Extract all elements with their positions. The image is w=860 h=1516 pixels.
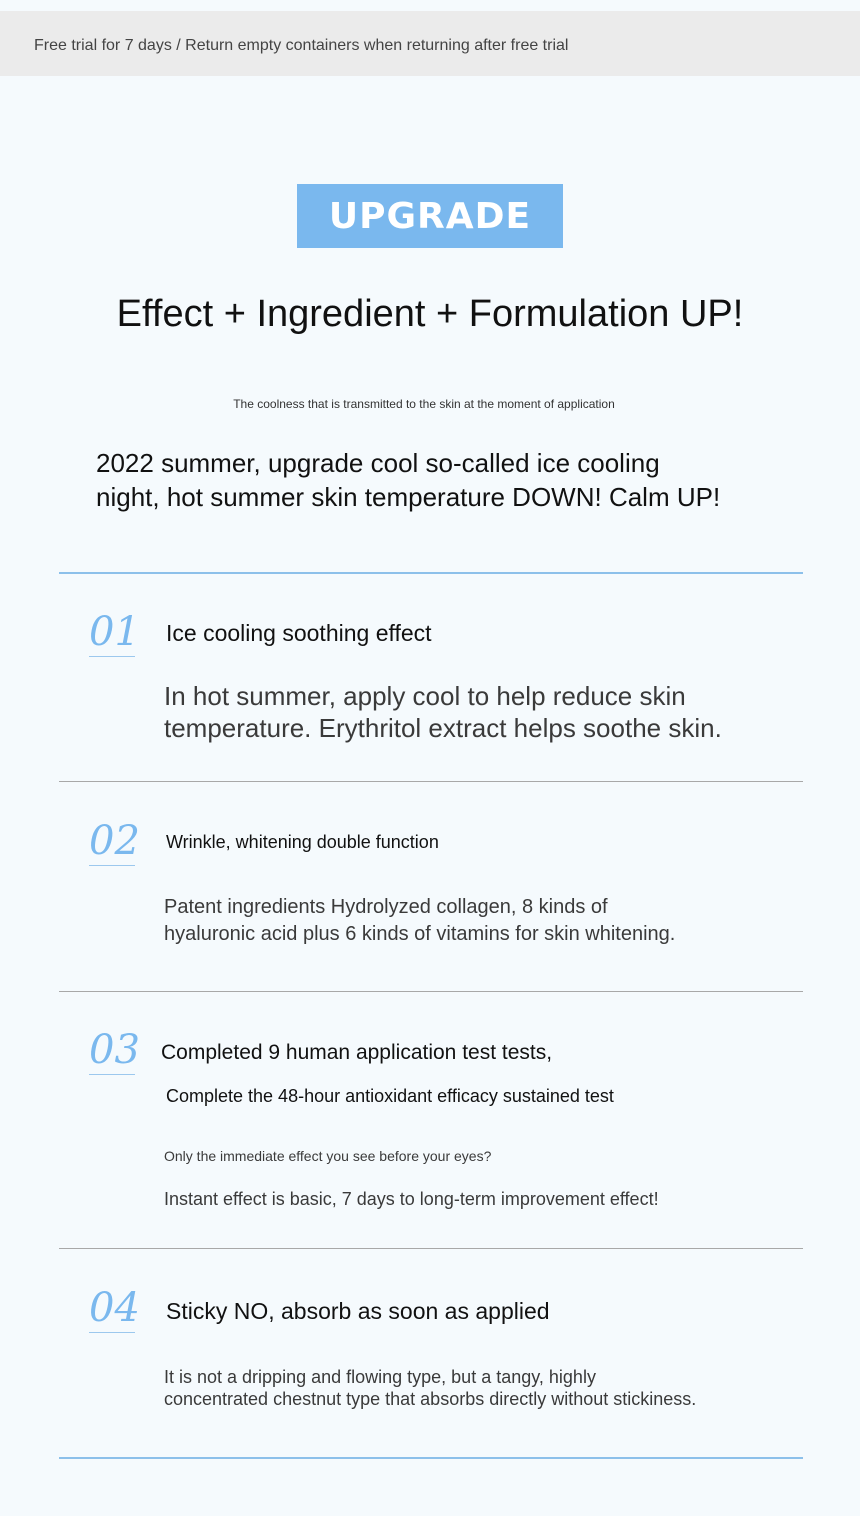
intro-line-2: night, hot summer skin temperature DOWN! Calm UP! (96, 482, 721, 512)
section-02-body-line-2: hyaluronic acid plus 6 kinds of vitamins for skin whitening. (164, 923, 676, 945)
section-04-body-line-1: It is not a dripping and flowing type, but a tangy, highly (164, 1367, 596, 1387)
section-02-body (164, 894, 784, 948)
coolness-caption: The coolness that is transmitted to the skin at the moment of application (233, 397, 615, 411)
divider-3 (59, 1248, 803, 1249)
section-01-body-line-2: temperature. Erythritol extract helps soothe skin. (164, 713, 722, 743)
section-03-title: Completed 9 human application test tests, (161, 1041, 553, 1064)
intro-text (96, 446, 796, 514)
section-number-03: 03 (89, 1027, 140, 1073)
free-trial-notice: Free trial for 7 days / Return empty containers when returning after free trial (34, 37, 569, 54)
section-01-title: Ice cooling soothing effect (166, 620, 432, 646)
section-number-04: 04 (89, 1285, 140, 1331)
divider-1 (59, 781, 803, 782)
headline: Effect + Ingredient + Formulation UP! (116, 293, 744, 335)
section-03-subtitle: Complete the 48-hour antioxidant efficacy sustained test (166, 1086, 614, 1106)
divider-bottom (59, 1457, 803, 1459)
section-number-02: 02 (89, 818, 140, 864)
divider-2 (59, 991, 803, 992)
intro-line-1: 2022 summer, upgrade cool so-called ice cooling (96, 448, 660, 478)
section-number-01: 01 (89, 609, 140, 655)
section-02-title: Wrinkle, whitening double function (166, 832, 439, 852)
divider-top (59, 572, 803, 574)
section-04-body-line-2: concentrated chestnut type that absorbs directly without stickiness. (164, 1389, 697, 1409)
section-03-note: Only the immediate effect you see before your eyes? (164, 1148, 492, 1164)
section-01-body (164, 680, 784, 744)
section-04-body (164, 1366, 784, 1410)
section-04-title: Sticky NO, absorb as soon as applied (166, 1298, 550, 1324)
section-03-body: Instant effect is basic, 7 days to long-term improvement effect! (164, 1189, 659, 1209)
upgrade-badge: UPGRADE (297, 184, 563, 248)
section-02-body-line-1: Patent ingredients Hydrolyzed collagen, 8 kinds of (164, 896, 608, 918)
section-01-body-line-1: In hot summer, apply cool to help reduce skin (164, 681, 686, 711)
